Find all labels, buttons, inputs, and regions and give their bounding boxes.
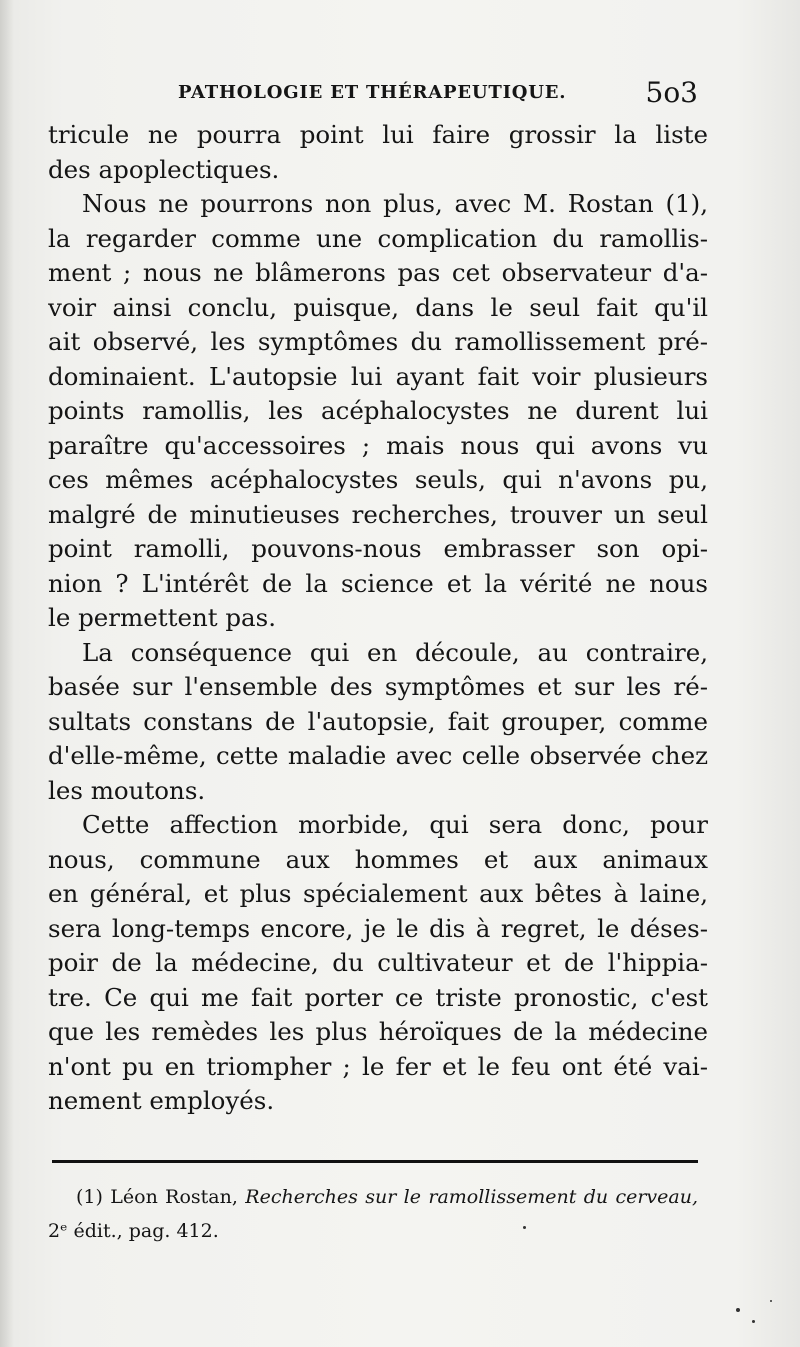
footnote-marker-author: (1) Léon Rostan, bbox=[76, 1186, 246, 1208]
text-line: nement employés. bbox=[48, 1086, 275, 1115]
text-line: nion ? L'intérêt de la science et la vérité ne nous bbox=[48, 568, 708, 598]
text-line: n'ont pu en triompher ; le fer et le feu ont été vai- bbox=[48, 1051, 708, 1081]
text-line: tre. Ce qui me fait porter ce triste pronostic, c'est bbox=[48, 982, 708, 1012]
paper-speck bbox=[752, 1320, 755, 1323]
text-line: La conséquence qui en découle, au contraire, bbox=[82, 637, 708, 667]
main-text bbox=[48, 118, 708, 1119]
text-line: sera long-temps encore, je le dis à regret, le déses- bbox=[48, 913, 708, 943]
paper-speck bbox=[736, 1308, 740, 1312]
text-line: Cette affection morbide, qui sera donc, pour bbox=[82, 810, 708, 839]
page-number: 5o3 bbox=[645, 76, 698, 109]
text-line: nous, commune aux hommes et aux animaux bbox=[48, 844, 708, 874]
page-edge-shadow bbox=[0, 0, 14, 1347]
text-line: dominaient. L'autopsie lui ayant fait voir plusieurs bbox=[48, 361, 708, 391]
paper-speck bbox=[770, 1300, 772, 1302]
text-line: les moutons. bbox=[48, 775, 206, 805]
footnote bbox=[48, 1180, 698, 1248]
text-line: en général, et plus spécialement aux bêtes à laine, bbox=[48, 879, 708, 908]
text-line: points ramollis, les acéphalocystes ne durent lui bbox=[48, 396, 708, 425]
text-line: basée sur l'ensemble des symptômes et sur les ré- bbox=[48, 672, 708, 701]
text-line: ces mêmes acéphalocystes seuls, qui n'avons pu, bbox=[48, 465, 708, 494]
paper-speck bbox=[523, 1226, 526, 1229]
text-line: des apoplectiques. bbox=[48, 154, 280, 184]
running-head bbox=[178, 78, 698, 112]
text-line: poir de la médecine, du cultivateur et de l'hippia- bbox=[48, 948, 708, 977]
text-line: ait observé, les symptômes du ramollissement pré- bbox=[48, 327, 708, 356]
text-line: paraître qu'accessoires ; mais nous qui avons vu bbox=[48, 430, 708, 460]
text-line: sultats constans de l'autopsie, fait grouper, comme bbox=[48, 706, 708, 736]
running-title: PATHOLOGIE ET THÉRAPEUTIQUE. bbox=[178, 82, 567, 103]
text-line: que les remèdes les plus héroïques de la médecine bbox=[48, 1017, 708, 1046]
footnote-book-title: Recherches sur le ramollissement du cerveau, bbox=[245, 1186, 698, 1208]
text-line: d'elle-même, cette maladie avec celle observée chez bbox=[48, 741, 708, 770]
text-line: Nous ne pourrons non plus, avec M. Rostan (1), bbox=[82, 189, 708, 218]
text-line: tricule ne pourra point lui faire grossir la liste bbox=[48, 120, 708, 149]
footnote-edition: 2ᵉ édit., pag. 412. bbox=[48, 1220, 219, 1242]
text-line: malgré de minutieuses recherches, trouver un seul bbox=[48, 499, 708, 529]
text-line: voir ainsi conclu, puisque, dans le seul fait qu'il bbox=[48, 292, 708, 322]
text-line: ment ; nous ne blâmerons pas cet observateur d'a- bbox=[48, 258, 708, 287]
text-line: la regarder comme une complication du ramollis- bbox=[48, 223, 708, 253]
footnote-divider bbox=[52, 1160, 698, 1163]
text-line: le permettent pas. bbox=[48, 603, 277, 632]
footnote-citation-line bbox=[48, 1180, 698, 1214]
text-line: point ramolli, pouvons-nous embrasser son opi- bbox=[48, 534, 708, 563]
